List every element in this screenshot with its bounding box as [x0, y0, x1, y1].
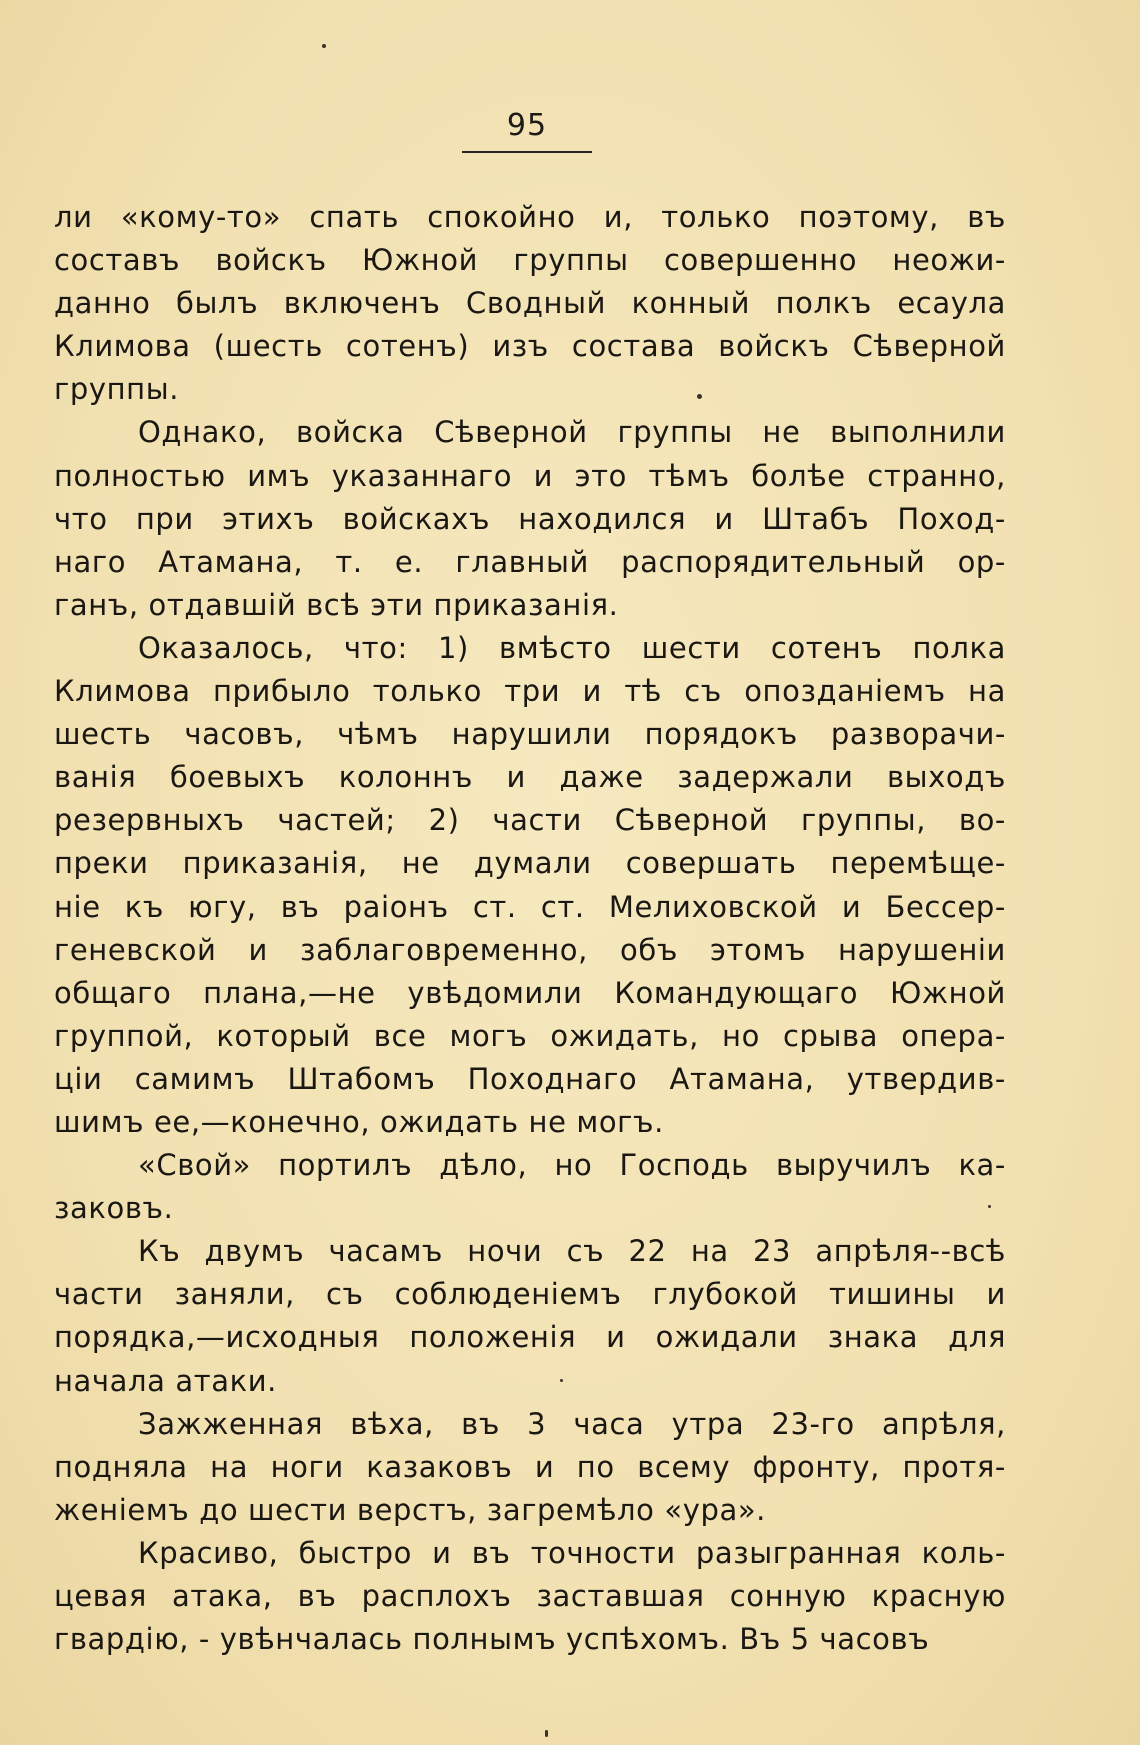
- page-number: 95: [506, 108, 548, 143]
- paper-speck: [322, 44, 326, 48]
- text-line: части заняли, съ соблюденіемъ глубокой тишины и: [54, 1277, 1006, 1312]
- text-line: Красиво, быстро и въ точности разыгранная коль-: [138, 1535, 1006, 1570]
- text-line: преки приказанія, не думали совершать перемѣще-: [54, 846, 1006, 881]
- text-line: гвардію, - увѣнчалась полнымъ успѣхомъ. Въ 5 часовъ: [54, 1622, 930, 1657]
- text-line: что при этихъ войскахъ находился и Штабъ Поход-: [54, 501, 1006, 536]
- text-line: заковъ.: [54, 1191, 174, 1226]
- text-line: ли «кому-то» спать спокойно и, только поэтому, въ: [54, 200, 1006, 234]
- paper-speck: [545, 1730, 548, 1737]
- text-line: женіемъ до шести верстъ, загремѣло «ура».: [54, 1492, 766, 1527]
- body-text: [54, 196, 1006, 1661]
- text-line: геневской и заблаговременно, объ этомъ нарушеніи: [54, 932, 1006, 967]
- text-line: наго Атамана, т. е. главный распорядительный ор-: [54, 544, 1006, 579]
- text-line: Климова (шесть сотенъ) изъ состава войскъ Сѣверной: [54, 329, 1006, 364]
- text-line: ціи самимъ Штабомъ Походнаго Атамана, утвердив-: [54, 1061, 1006, 1096]
- text-line: Къ двумъ часамъ ночи съ 22 на 23 апрѣля--всѣ: [138, 1234, 1006, 1269]
- text-line: резервныхъ частей; 2) части Сѣверной группы, во-: [54, 803, 1006, 838]
- text-line: Оказалось, что: 1) вмѣсто шести сотенъ полка: [138, 630, 1006, 665]
- text-line: ганъ, отдавшій всѣ эти приказанія.: [54, 587, 619, 622]
- paper-speck: [697, 394, 702, 399]
- text-line: «Свой» портилъ дѣло, но Господь выручилъ ка-: [138, 1148, 1006, 1183]
- paragraph: [54, 1532, 1006, 1661]
- text-line: общаго плана,—не увѣдомили Командующаго Южной: [54, 975, 1006, 1010]
- text-line: шесть часовъ, чѣмъ нарушили порядокъ разворачи-: [54, 717, 1006, 752]
- paragraph: [54, 1403, 1006, 1532]
- text-line: подняла на ноги казаковъ и по всему фронту, протя-: [54, 1449, 1006, 1484]
- text-line: данно былъ включенъ Сводный конный полкъ есаула: [54, 286, 1006, 321]
- paper-speck: [988, 1205, 991, 1208]
- text-line: полностью имъ указаннаго и это тѣмъ болѣе странно,: [54, 458, 1006, 493]
- paragraph: [54, 1230, 1006, 1402]
- paragraph: [54, 196, 1006, 411]
- paper-speck: [560, 1379, 563, 1382]
- text-line: группы.: [54, 372, 180, 407]
- text-line: начала атаки.: [54, 1363, 277, 1398]
- text-line: Однако, войска Сѣверной группы не выполнили: [138, 415, 1006, 450]
- text-line: шимъ ее,—конечно, ожидать не могъ.: [54, 1104, 664, 1139]
- paragraph: [54, 627, 1006, 1144]
- text-line: ніе къ югу, въ раіонъ ст. ст. Мелиховской и Бессер-: [54, 889, 1006, 924]
- page-number-rule: [462, 151, 592, 153]
- text-line: составъ войскъ Южной группы совершенно неожи-: [54, 243, 1006, 278]
- paragraph: [54, 1144, 1006, 1230]
- text-line: порядка,—исходныя положенія и ожидали знака для: [54, 1320, 1006, 1355]
- paragraph: [54, 411, 1006, 626]
- text-line: Климова прибыло только три и тѣ съ опозданіемъ на: [54, 674, 1006, 709]
- text-line: ванія боевыхъ колоннъ и даже задержали выходъ: [54, 760, 1006, 795]
- text-line: Зажженная вѣха, въ 3 часа утра 23-го апрѣля,: [138, 1406, 1006, 1441]
- text-line: группой, который все могъ ожидать, но срыва опера-: [54, 1018, 1006, 1053]
- text-line: цевая атака, въ расплохъ заставшая сонную красную: [54, 1579, 1006, 1613]
